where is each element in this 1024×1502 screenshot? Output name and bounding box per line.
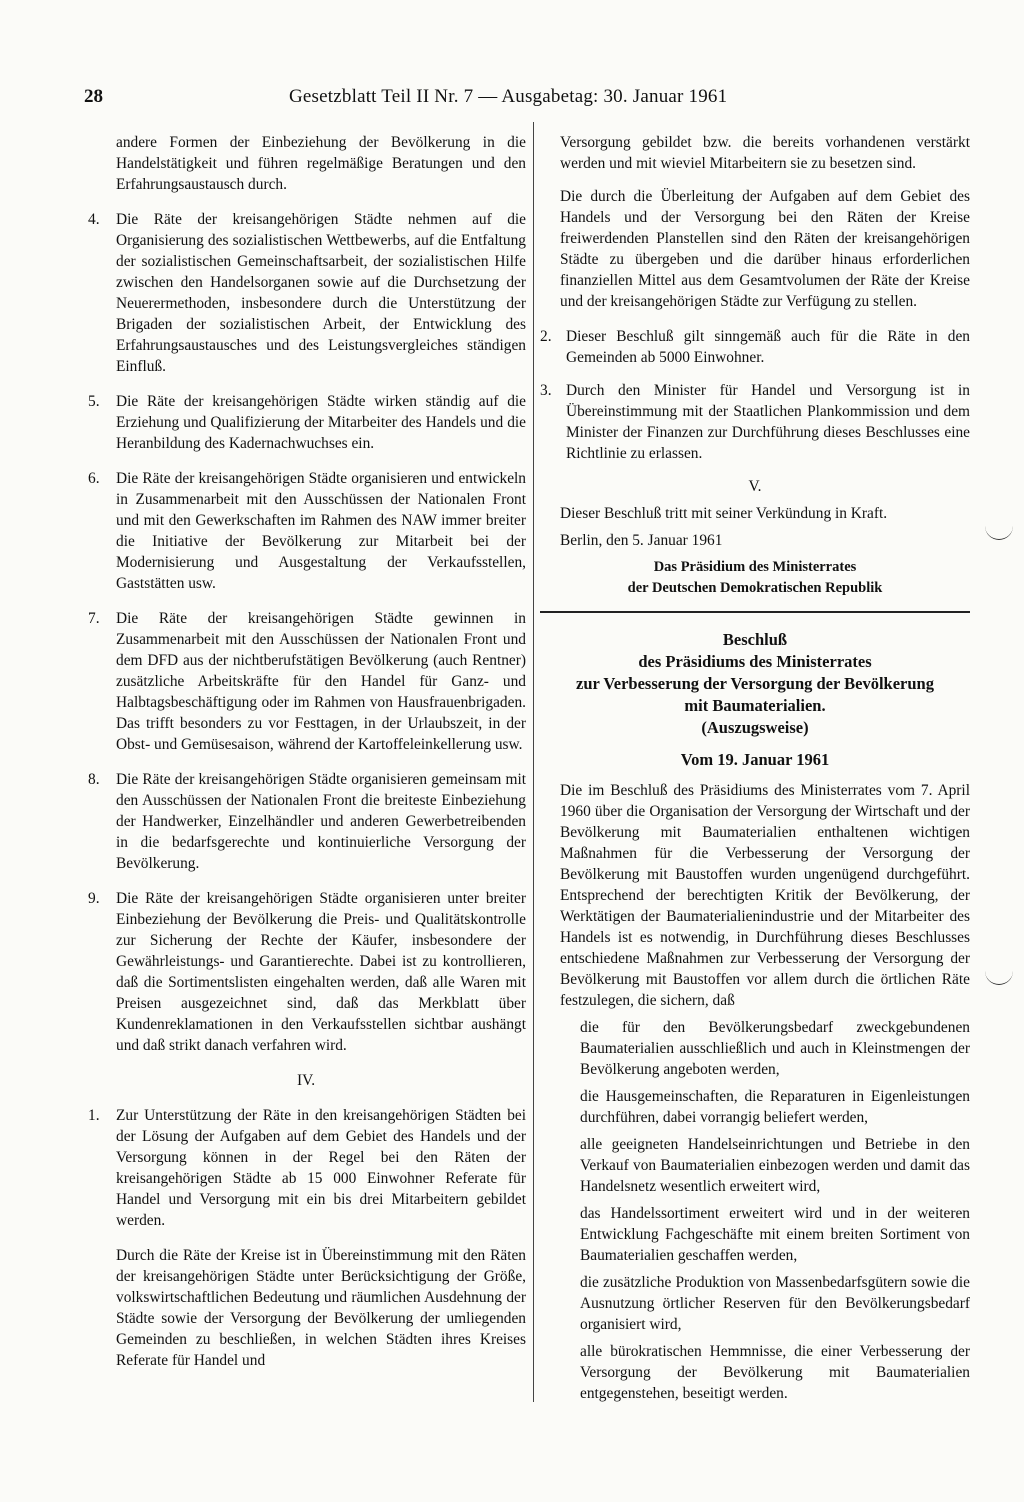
- resolution-date: Vom 19. Januar 1961: [680, 750, 830, 769]
- page-number: 28: [84, 86, 103, 107]
- section-rule: [540, 611, 970, 613]
- paragraph: Durch die Räte der Kreise ist in Übereinstimmung mit den Räten der kreisangehörigen Städte unter Berücksichtigung der Größe, volkswirtschaftlichen Bedeutung und räumlichen Ausdehnung der Städte sowie der Versorgung der Bevölkerung der umliegenden Gemeinden zu beschließen, in welchen Städten ihres Kreises Referate für Handel und: [116, 1247, 526, 1369]
- left-column: [86, 132, 526, 1385]
- column-divider: [533, 122, 534, 1402]
- paragraph: Die durch die Überleitung der Aufgaben auf dem Gebiet des Handels und der Versorgung bei den Räten der Kreise freiwerdenden Planstellen sind den Räten der kreisangehörigen Städte zu übergeben und die darüber hinaus erforderlichen finanziellen Mittel aus dem Gesamtvolumen der Räte der Kreise und der kreisangehörigen Städte zur Verfügung zu stellen.: [560, 188, 970, 310]
- enactment-text: Dieser Beschluß tritt mit seiner Verkündung in Kraft.: [560, 505, 888, 522]
- section-heading-v: V.: [748, 478, 762, 495]
- place-date: Berlin, den 5. Januar 1961: [560, 532, 723, 549]
- paragraph: Versorgung gebildet bzw. die bereits vorhandenen verstärkt werden und mit wieviel Mitarbeitern sie zu besetzen sind.: [560, 134, 970, 172]
- list-item: [86, 888, 526, 1056]
- list-item: [86, 391, 526, 454]
- list-item: [540, 380, 970, 464]
- right-column: [540, 132, 970, 1410]
- resolution-intro: Die im Beschluß des Präsidiums des Ministerrates vom 7. April 1960 über die Organisation der Versorgung der Wirtschaft und der Bevölkerung mit Baumaterialien enthaltenen wichtigen Maßnahmen für die Verbesserung der Versorgung der Bevölkerung mit Baustoffen wurden ungenügend durchgeführt. Entsprechend der berechtigten Kritik der Bevölkerung, der Werktätigen der Baumaterialienindustrie und der Mitarbeiter des Handels ist es notwendig, in Durchführung dieses Beschlusses entschiedene Maßnahmen zur Verbesserung der Versorgung der Bevölkerung mit Baustoffen vor allem durch die örtlichen Räte festzulegen, die sichern, daß: [560, 782, 970, 1009]
- item-number: 3.: [540, 382, 552, 399]
- signature-line: der Deutschen Demokratischen Republik: [627, 580, 883, 596]
- list-item: [86, 209, 526, 377]
- margin-mark: [985, 525, 1013, 540]
- resolution-title-line: zur Verbesserung der Versorgung der Bevölkerung: [576, 674, 934, 693]
- page-header: [84, 86, 764, 116]
- resolution-title-line: des Präsidiums des Ministerrates: [638, 652, 872, 671]
- list-item: [86, 1105, 526, 1231]
- measure-item: alle bürokratischen Hemmnisse, die einer Verbesserung der Versorgung der Bevölkerung mit Baumaterialien entgegenstehen, beseitigt werden.: [580, 1343, 970, 1402]
- item-text: Dieser Beschluß gilt sinngemäß auch für die Räte in den Gemeinden ab 5000 Einwohner.: [566, 328, 970, 366]
- item-number: 5.: [88, 393, 100, 410]
- item-number: 9.: [88, 890, 100, 907]
- item-text: Die Räte der kreisangehörigen Städte organisieren und entwickeln in Zusammenarbeit mit den Ausschüssen der Nationalen Front und mit den Gewerkschaften im Rahmen des NAW immer breiter die Initiative der Bevölkerung zur Mitarbeit bei der Modernisierung und Ausgestaltung der Verkaufsstellen, Gaststätten usw.: [116, 470, 526, 592]
- item-text: Die Räte der kreisangehörigen Städte wirken ständig auf die Erziehung und Qualifizierung der Mitarbeiter des Handels und die Heranbildung des Kadernachwuchses ein.: [116, 393, 526, 452]
- item-number: 4.: [88, 211, 100, 228]
- signature-line: Das Präsidium des Ministerrates: [653, 559, 857, 575]
- list-item: [86, 769, 526, 874]
- resolution-title-line: mit Baumaterialien.: [684, 696, 826, 715]
- item-number: 7.: [88, 610, 100, 627]
- measure-item: die für den Bevölkerungsbedarf zweckgebundenen Baumaterialien ausschließlich und auch in Kleinstmengen der Bevölkerung angeboten werden,: [580, 1019, 970, 1078]
- item-text: Die Räte der kreisangehörigen Städte organisieren gemeinsam mit den Ausschüssen der Nationalen Front die breiteste Einbeziehung der Handwerker, Einzelhändler und anderen Gewerbetreibenden in die bedarfsgerechte und kontinuierliche Versorgung der Bevölkerung.: [116, 771, 526, 872]
- intro-continuation: andere Formen der Einbeziehung der Bevölkerung in die Handelstätigkeit und führen regelmäßige Beratungen und den Erfahrungsaustausch durch.: [116, 134, 526, 193]
- resolution-title-line: Beschluß: [722, 630, 788, 649]
- item-number: 1.: [88, 1107, 100, 1124]
- list-item: [86, 468, 526, 594]
- item-text: Zur Unterstützung der Räte in den kreisangehörigen Städten bei der Lösung der Aufgaben auf dem Gebiet des Handels und der Versorgung können in der Regel bei den Räten der kreisangehörigen Städte ab 15 000 Einwohner Referate für Handel und Versorgung mit ein bis drei Mitarbeitern gebildet werden.: [116, 1107, 526, 1229]
- item-text: Die Räte der kreisangehörigen Städte gewinnen in Zusammenarbeit mit den Ausschüssen der Nationalen Front und dem DFD aus der nichtberufstätigen Bevölkerung (auch Rentner) zusätzliche Arbeitskräfte für den Handel für Ganz- und Halbtagsbeschäftigung oder im Rahmen von Hausfrauenbrigaden. Das trifft besonders zu vor Festtagen, in der Urlaubszeit, in der Obst- und Gemüsesaison, während der Kartoffeleinkellerung usw.: [116, 610, 526, 753]
- item-text: Durch den Minister für Handel und Versorgung ist in Übereinstimmung mit der Staatlichen Plankommission und dem Minister der Finanzen zur Durchführung dieses Beschlusses eine Richtlinie zu erlassen.: [566, 382, 970, 462]
- item-number: 2.: [540, 328, 552, 345]
- section-heading-iv: IV.: [296, 1072, 316, 1089]
- resolution-title-line: (Auszugsweise): [701, 718, 809, 737]
- margin-mark: [985, 970, 1013, 985]
- measure-item: die Hausgemeinschaften, die Reparaturen in Eigenleistungen durchführen, dabei vorrangig beliefert werden,: [580, 1088, 970, 1126]
- item-text: Die Räte der kreisangehörigen Städte organisieren unter breiter Einbeziehung der Bevölkerung die Preis- und Qualitätskontrolle zur Sicherung der Rechte der Käufer, insbesondere der Gewährleistungs- und Garantierechte. Dabei ist zu kontrollieren, daß die Sortimentslisten eingehalten werden, daß alle Waren mit Preisen ausgezeichnet sind, daß das Merkblatt über Kundenreklamationen in den Verkaufsstellen sichtbar aushängt und daß strikt danach verfahren wird.: [116, 890, 526, 1054]
- measure-item: das Handelssortiment erweitert wird und in der weiteren Entwicklung Fachgeschäfte mit einem breiten Sortiment von Baumaterialien geschaffen werden,: [580, 1205, 970, 1264]
- list-item: [86, 608, 526, 755]
- item-number: 6.: [88, 470, 100, 487]
- measure-item: die zusätzliche Produktion von Massenbedarfsgütern sowie die Ausnutzung örtlicher Reserven für den Bevölkerungsbedarf organisiert wird,: [580, 1274, 970, 1333]
- resolution-title: [540, 629, 970, 739]
- item-text: Die Räte der kreisangehörigen Städte nehmen auf die Organisierung des sozialistischen Wettbewerbs, auf die Entfaltung der sozialistischen Gemeinschaftsarbeit, der sozialistischen Hilfe zwischen den Handelsorganen sowie auf die Durchsetzung der Neuerermethoden, insbesondere durch die Unterstützung der Brigaden der sozialistischen Arbeit, der Entwicklung des Erfahrungsaustausches und des Leistungsvergleiches ständigen Einfluß.: [116, 211, 526, 375]
- measure-item: alle geeigneten Handelseinrichtungen und Betriebe in den Verkauf von Baumaterialien einbezogen werden und damit das Handelsnetz wesentlich erweitert wird,: [580, 1136, 970, 1195]
- list-item: [540, 326, 970, 368]
- gazette-title: Gesetzblatt Teil II Nr. 7 — Ausgabetag: 30. Januar 1961: [289, 86, 728, 107]
- item-number: 8.: [88, 771, 100, 788]
